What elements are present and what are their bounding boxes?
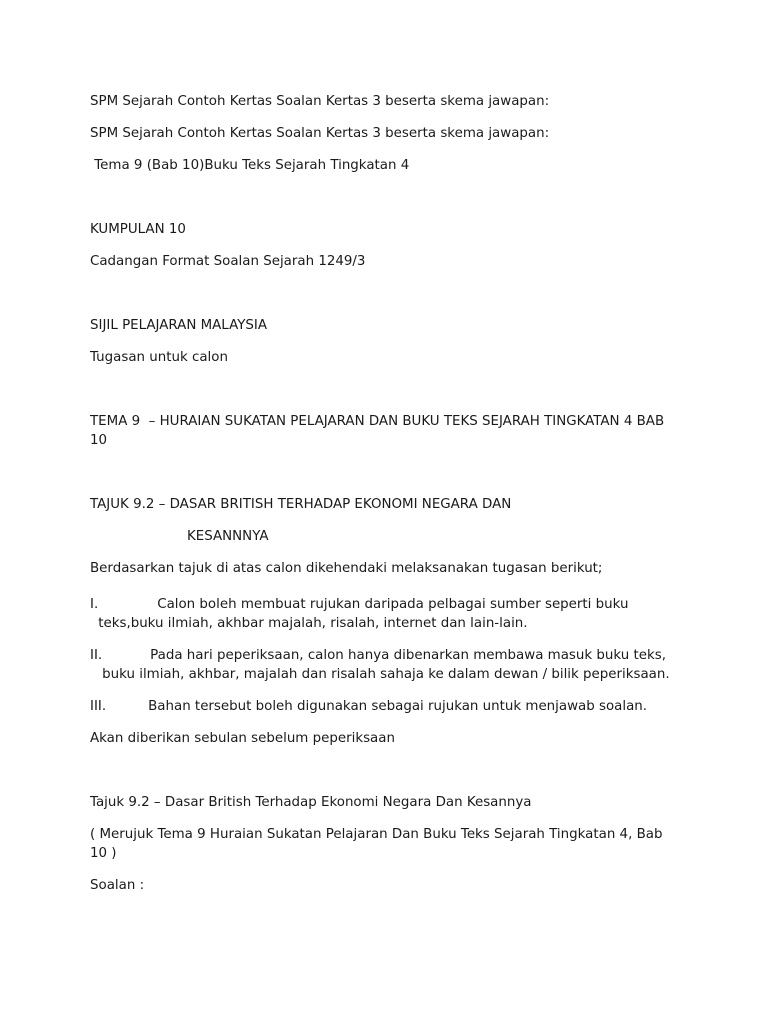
- cadangan-format: Cadangan Format Soalan Sejarah 1249/3: [90, 254, 366, 269]
- list-item-text: [106, 697, 690, 716]
- heading-line-3: Tema 9 (Bab 10)Buku Teks Sejarah Tingkatan 4: [90, 158, 410, 173]
- list-item-number: III.: [90, 699, 107, 714]
- list-item: [90, 595, 690, 633]
- heading-line-1: SPM Sejarah Contoh Kertas Soalan Kertas 3 beserta skema jawapan:: [90, 94, 550, 109]
- tema-heading: TEMA 9 – HURAIAN SUKATAN PELAJARAN DAN BUKU TEKS SEJARAH TINGKATAN 4 BAB 10: [90, 414, 669, 448]
- tugasan-label: Tugasan untuk calon: [90, 350, 228, 365]
- tajuk-heading-line-2: KESANNNYA: [187, 529, 269, 544]
- list-item: [90, 697, 690, 716]
- sebulan-text: Akan diberikan sebulan sebelum peperiksaan: [90, 731, 395, 746]
- list-item: [90, 646, 690, 684]
- list-item-text: [98, 595, 690, 633]
- soalan-label: Soalan :: [90, 878, 145, 893]
- heading-line-2: SPM Sejarah Contoh Kertas Soalan Kertas 3 beserta skema jawapan:: [90, 126, 550, 141]
- list-item-text-content: Pada hari peperiksaan, calon hanya dibenarkan membawa masuk buku teks, buku ilmiah, akhbar, majalah dan risalah sahaja ke dalam dewan / bilik peperiksaan.: [102, 648, 670, 682]
- instruction-text: Berdasarkan tajuk di atas calon dikehendaki melaksanakan tugasan berikut;: [90, 561, 603, 576]
- list-item-text-content: Calon boleh membuat rujukan daripada pelbagai sumber seperti buku teks,buku ilmiah, akhbar majalah, risalah, internet dan lain-lain.: [98, 597, 629, 631]
- tajuk-heading-line-1: TAJUK 9.2 – DASAR BRITISH TERHADAP EKONOMI NEGARA DAN: [90, 497, 512, 512]
- sijil-label: SIJIL PELAJARAN MALAYSIA: [90, 318, 267, 333]
- list-item-text-content: Bahan tersebut boleh digunakan sebagai rujukan untuk menjawab soalan.: [148, 699, 648, 714]
- kumpulan-label: KUMPULAN 10: [90, 222, 186, 237]
- list-item-text: [102, 646, 690, 684]
- document-page: [90, 92, 690, 895]
- list-item-number: II.: [90, 648, 103, 663]
- tajuk-title: Tajuk 9.2 – Dasar British Terhadap Ekonomi Negara Dan Kesannya: [90, 795, 532, 810]
- merujuk-text: ( Merujuk Tema 9 Huraian Sukatan Pelajaran Dan Buku Teks Sejarah Tingkatan 4, Bab 10 ): [90, 827, 667, 861]
- list-item-number: I.: [90, 597, 99, 612]
